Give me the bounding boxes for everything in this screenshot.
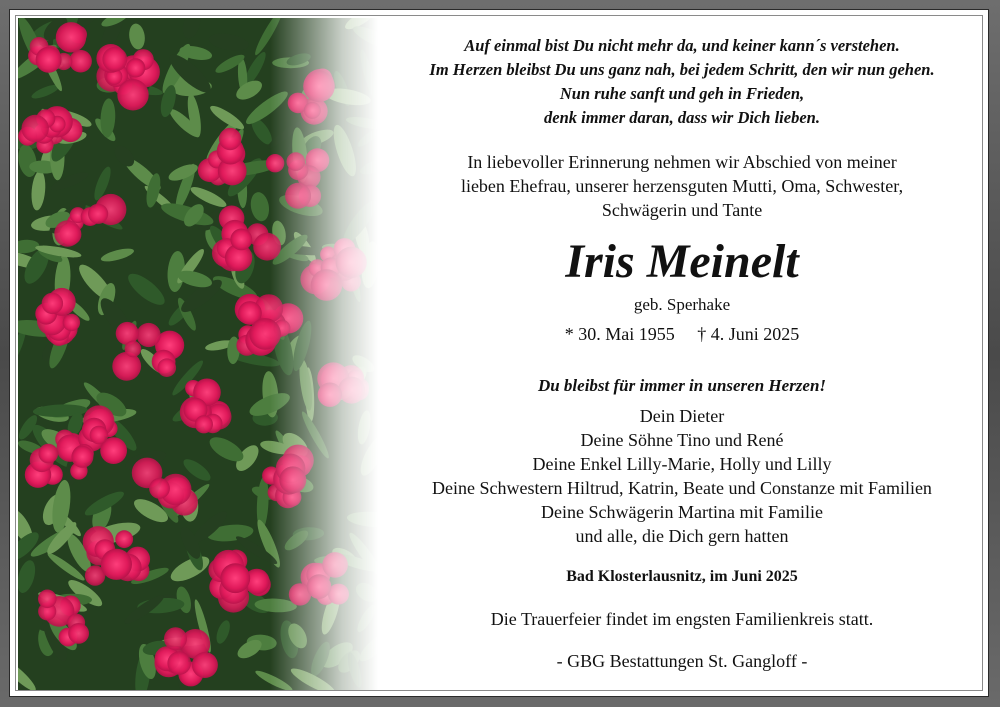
mourner-line-6: und alle, die Dich gern hatten (575, 526, 789, 546)
intro-line-2: lieben Ehefrau, unserer herzensguten Mutti, Oma, Schwester, (460, 176, 904, 196)
birth-name: geb. Sperhake (633, 295, 731, 314)
intro-line-1: In liebevoller Erinnerung nehmen wir Abschied von meiner (467, 152, 897, 172)
mourner-line-5: Deine Schwägerin Martina mit Familie (541, 502, 823, 522)
mourner-line-2: Deine Söhne Tino und René (580, 430, 784, 450)
place-date: Bad Klosterlausnitz, im Juni 2025 (566, 568, 798, 585)
obituary-text (382, 18, 982, 690)
poem-line-2: Im Herzen bleibst Du uns ganz nah, bei jedem Schritt, den wir nun gehen. (429, 60, 935, 79)
ceremony-note: Die Trauerfeier findet im engsten Familienkreis statt. (490, 609, 874, 629)
poem-line-4: denk immer daran, dass wir Dich lieben. (544, 108, 820, 127)
life-dates: * 30. Mai 1955 † 4. Juni 2025 (564, 324, 800, 344)
poem-line-1: Auf einmal bist Du nicht mehr da, und keiner kann´s verstehen. (464, 36, 900, 55)
mourner-line-3: Deine Enkel Lilly-Marie, Holly und Lilly (532, 454, 832, 474)
rhododendron-photo (18, 18, 378, 690)
mourner-line-4: Deine Schwestern Hiltrud, Katrin, Beate und Constanze mit Familien (432, 478, 932, 498)
undertaker: - GBG Bestattungen St. Gangloff - (556, 651, 808, 671)
obituary-card (9, 9, 989, 697)
mourner-line-1: Dein Dieter (639, 406, 725, 426)
intro-line-3: Schwägerin und Tante (601, 200, 763, 220)
deceased-name: Iris Meinelt (565, 235, 799, 288)
poem-line-3: Nun ruhe sanft und geh in Frieden, (559, 84, 805, 103)
motto: Du bleibst für immer in unseren Herzen! (537, 376, 827, 395)
